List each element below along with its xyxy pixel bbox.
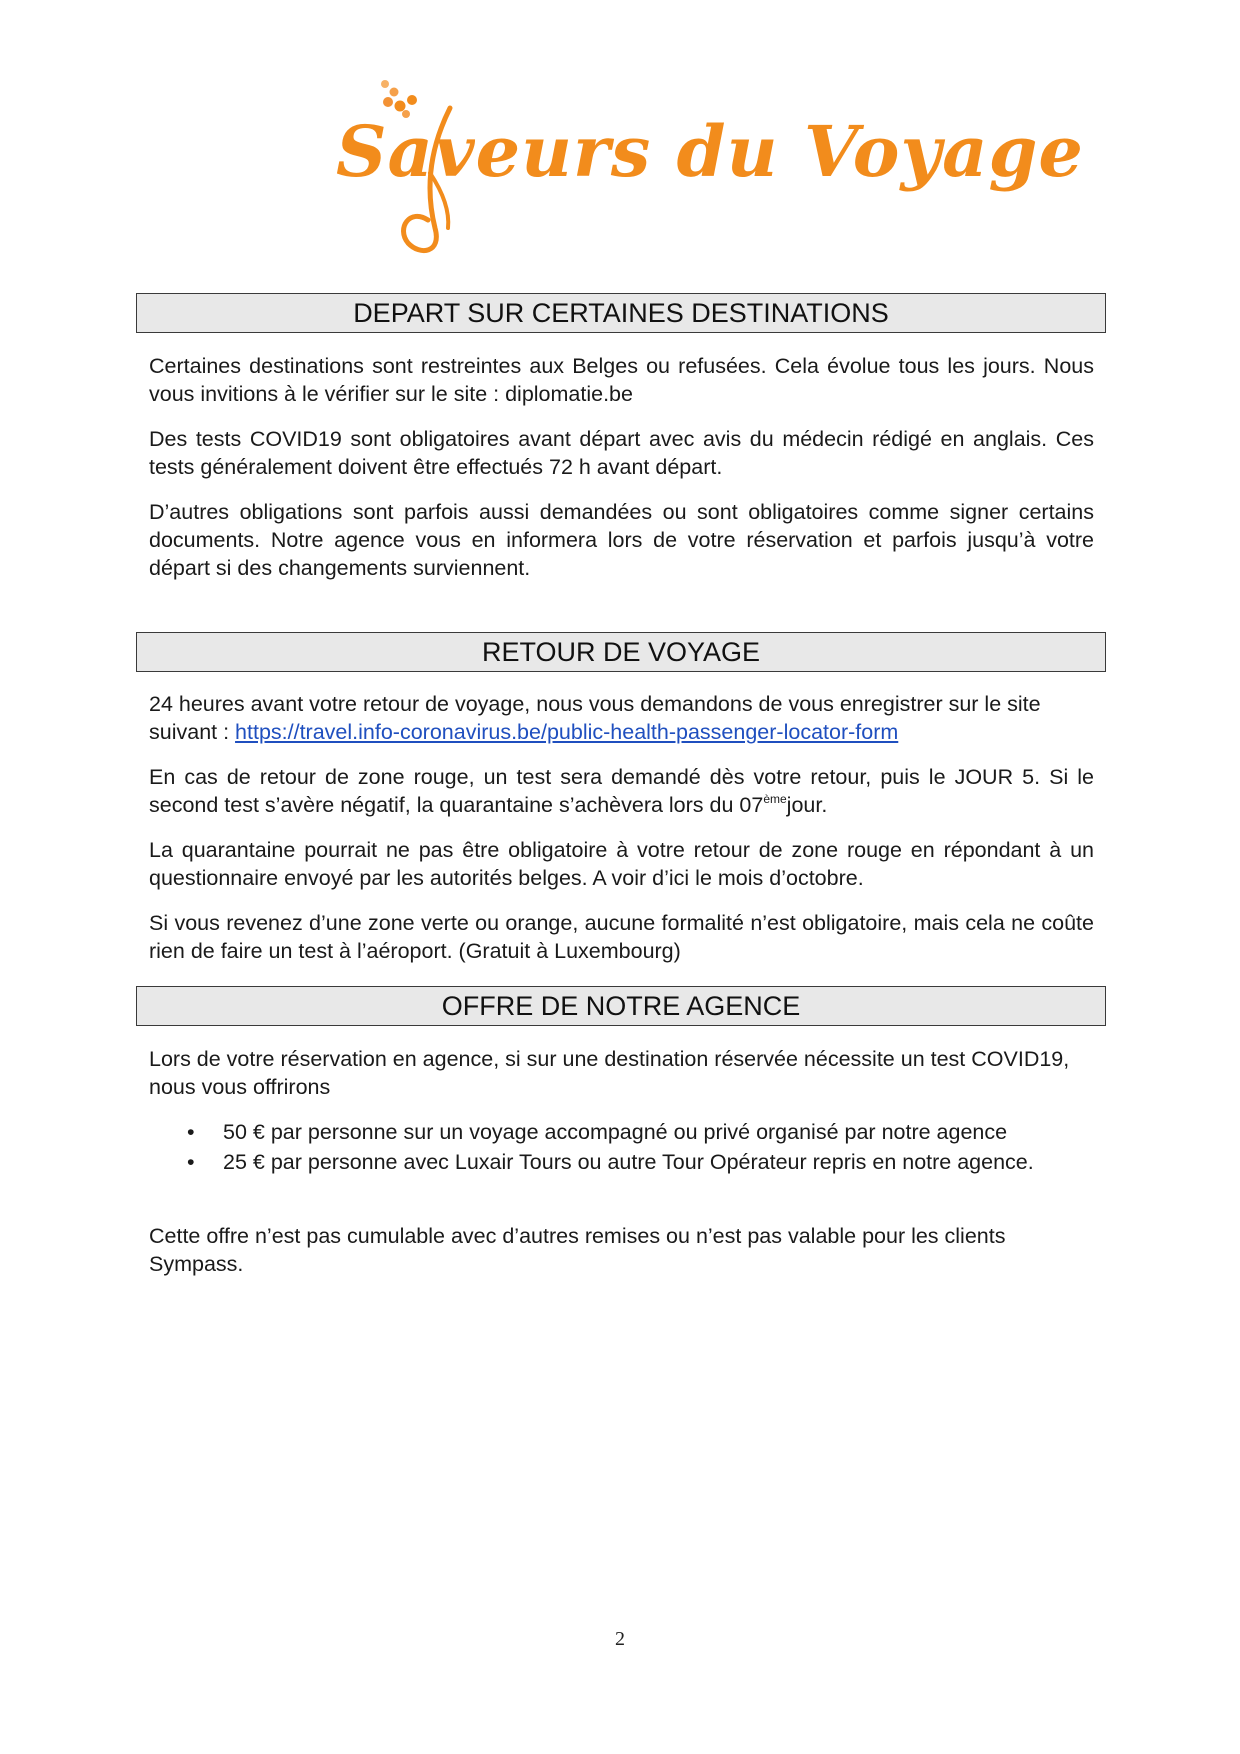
section-header-offre: OFFRE DE NOTRE AGENCE [136, 986, 1106, 1026]
section-header-depart: DEPART SUR CERTAINES DESTINATIONS [136, 293, 1106, 333]
zone-rouge-tail: jour. [786, 793, 828, 817]
paragraph-destinations-restreintes: Certaines destinations sont restreintes aux Belges ou refusées. Cela évolue tous les jours. Nous vous invitions à le vérifier sur le site : diplomatie.be [149, 354, 1094, 406]
enregistrement-text: 24 heures avant votre retour de voyage, nous vous demandons de vous enregistrer sur le site suivant : [149, 692, 1041, 744]
bullet-dot-icon: • [187, 1150, 195, 1174]
logo-text: Saveurs du Voyage [336, 110, 1084, 193]
passenger-locator-form-link[interactable]: https://travel.info-coronavirus.be/public-health-passenger-locator-form [235, 720, 899, 744]
paragraph-zone-rouge [149, 763, 1094, 819]
paragraph-offre-conditions: Cette offre n’est pas cumulable avec d’autres remises ou n’est pas valable pour les clients Sympass. [149, 1224, 1006, 1276]
zone-rouge-text: En cas de retour de zone rouge, un test sera demandé dès votre retour, puis le JOUR 5. Si le second test s’avère négatif, la quarantaine s’achèvera lors du 07 [149, 765, 1094, 817]
paragraph-tests-covid: Des tests COVID19 sont obligatoires avant départ avec avis du médecin rédigé en anglais. Ces tests généralement doivent être effectués 72 h avant départ. [149, 427, 1094, 479]
saveurs-du-voyage-logo [330, 78, 1084, 268]
paragraph-zone-verte: Si vous revenez d’une zone verte ou orange, aucune formalité n’est obligatoire, mais cela ne coûte rien de faire un test à l’aéroport. (Gratuit à Luxembourg) [149, 911, 1094, 963]
paragraph-quarantaine: La quarantaine pourrait ne pas être obligatoire à votre retour de zone rouge en répondant à un questionnaire envoyé par les autorités belges. A voir d’ici le mois d’octobre. [149, 838, 1094, 890]
bullet-text: 25 € par personne avec Luxair Tours ou autre Tour Opérateur repris en notre agence. [223, 1150, 1034, 1174]
paragraph-offre-intro: Lors de votre réservation en agence, si sur une destination réservée nécessite un test COVID19, nous vous offrirons [149, 1047, 1070, 1099]
paragraph-autres-obligations: D’autres obligations sont parfois aussi demandées ou sont obligatoires comme signer certains documents. Notre agence vous en informera lors de votre réservation et parfois jusqu’à votre départ si des changements surviennent. [149, 500, 1094, 580]
section-header-retour: RETOUR DE VOYAGE [136, 632, 1106, 672]
list-item [149, 1118, 1094, 1146]
list-item [149, 1148, 1094, 1176]
offer-bullet-list [149, 1118, 1094, 1178]
bullet-dot-icon: • [187, 1120, 195, 1144]
paragraph-enregistrement [149, 690, 1094, 746]
page-number: 2 [615, 1628, 625, 1650]
bullet-text: 50 € par personne sur un voyage accompagné ou privé organisé par notre agence [223, 1120, 1008, 1144]
superscript-eme: ème [763, 792, 787, 806]
